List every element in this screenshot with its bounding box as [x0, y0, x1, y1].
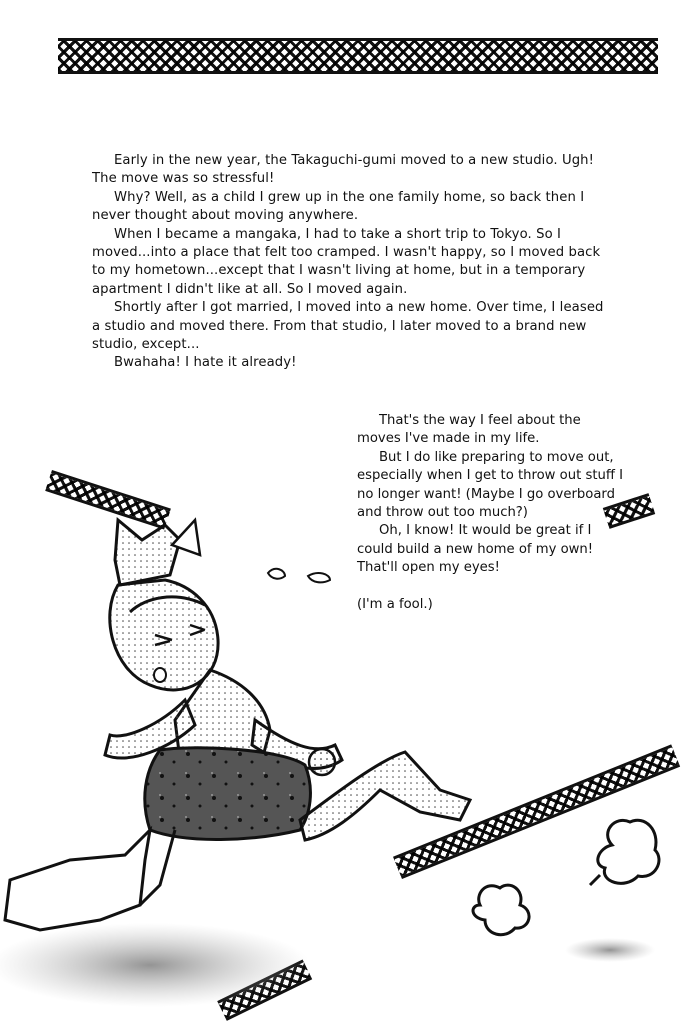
essay-paragraph: When I became a mangaka, I had to take a short trip to Tokyo. So I moved...into a place that felt too cramped. I wasn't happy, so I moved back to my hometown...except that I wasn't living at home, but in a temporary apartment I didn't like at all. So I moved again.: [92, 226, 601, 297]
essay-paragraph: Why? Well, as a child I grew up in the one family home, so back then I never thought about moving anywhere.: [92, 189, 585, 224]
essay-paragraph: Early in the new year, the Takaguchi-gumi moved to a new studio. Ugh! The move was so stressful!: [92, 153, 595, 187]
dust-cloud: [473, 885, 529, 935]
aside-paragraph: But I do like preparing to move out, especially when I get to throw out stuff I no longer want! (Maybe I go overboard and throw out too much?): [357, 449, 624, 521]
aside-footnote: (I'm a fool.): [357, 596, 433, 612]
ground-shadow: [565, 938, 655, 962]
cat-ear-hat: [115, 520, 180, 585]
character-boot: [5, 830, 150, 930]
character-skirt: [145, 748, 311, 840]
dust-cloud: [598, 820, 659, 883]
aside-paragraph: Oh, I know! It would be great if I could build a new home of my own! That'll open my eyes!: [357, 523, 594, 576]
essay-paragraph: Bwahaha! I hate it already!: [114, 355, 297, 371]
essay-paragraph: Shortly after I got married, I moved into a new home. Over time, I leased a studio and moved there. From that studio, I later moved to a brand new studio, except...: [92, 300, 604, 353]
aside-paragraph: That's the way I feel about the moves I've made in my life.: [357, 413, 581, 447]
ground-shadow: [0, 923, 310, 1007]
